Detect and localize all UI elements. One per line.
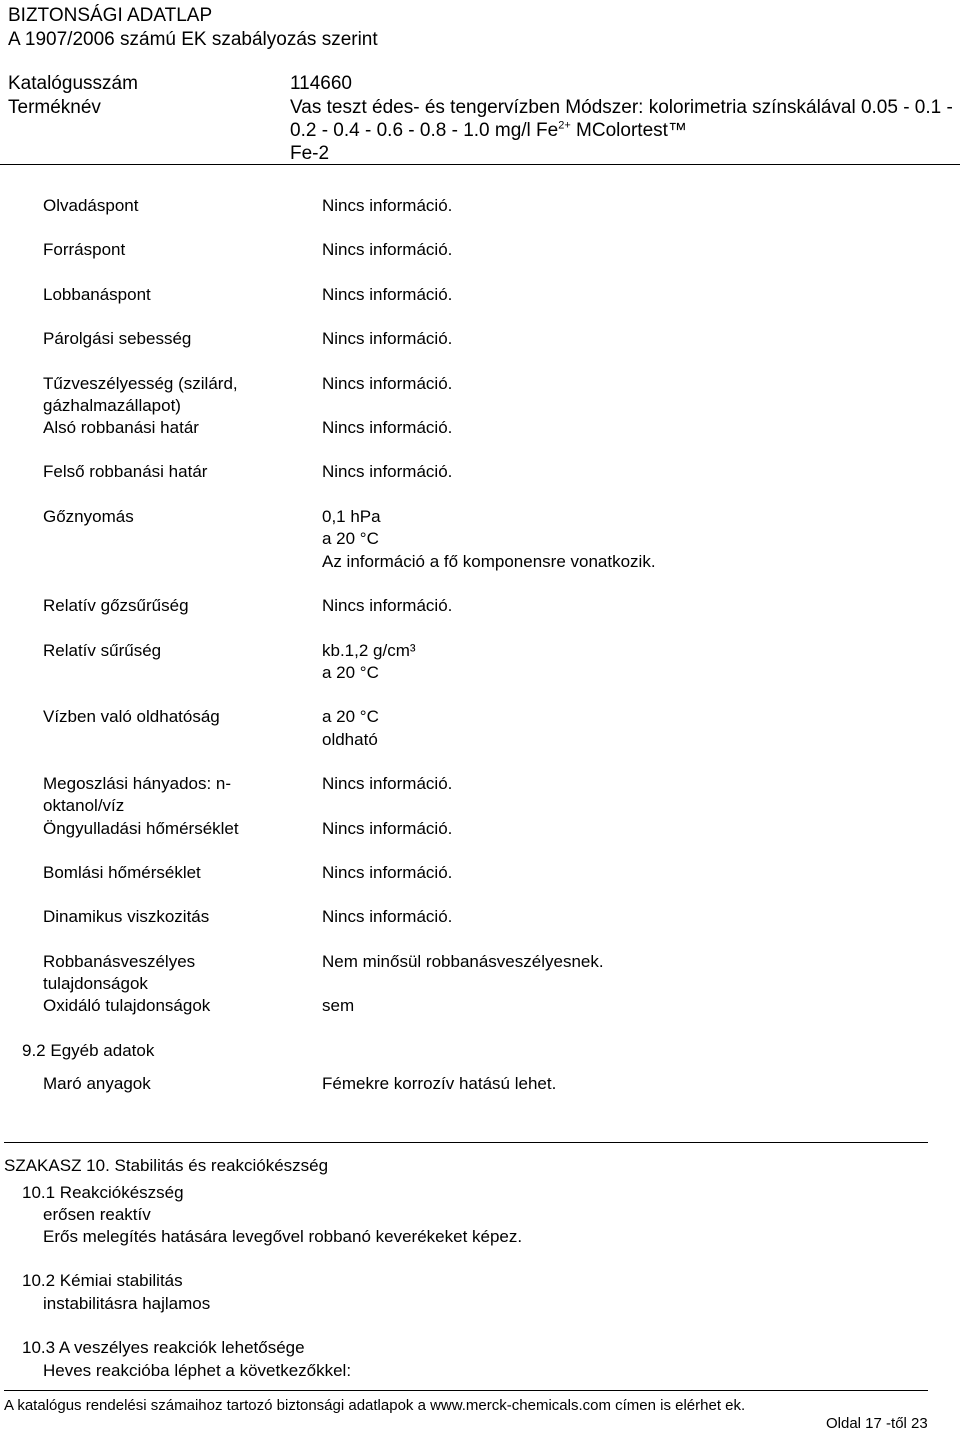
section-divider — [4, 1142, 928, 1143]
property-label: gázhalmazállapot) — [43, 396, 181, 415]
property-label: Relatív sűrűség — [43, 641, 162, 660]
hazardous-reactions-text: Heves reakcióba léphet a következőkkel: — [43, 1361, 352, 1380]
product-name-line2-text: 0.2 - 0.4 - 0.6 - 0.8 - 1.0 mg/l Fe — [290, 120, 559, 141]
property-value: Nincs információ. — [322, 329, 453, 348]
property-label: Olvadáspont — [43, 196, 139, 215]
corrosive-label: Maró anyagok — [43, 1074, 151, 1093]
footer-note: A katalógus rendelési számaihoz tartozó biztonsági adatlapok a www.merck-chemicals.com címen is elérhet ek. — [4, 1397, 746, 1414]
property-label: Oxidáló tulajdonságok — [43, 996, 211, 1015]
product-name-line2 — [290, 119, 687, 142]
property-value: Nincs információ. — [322, 819, 453, 838]
reactivity-text-2: Erős melegítés hatására levegővel robbanó keverékeket képez. — [43, 1227, 523, 1246]
property-value: kb.1,2 g/cm³ — [322, 641, 416, 660]
stability-text: instabilitásra hajlamos — [43, 1294, 211, 1313]
footer-divider — [4, 1390, 928, 1391]
property-value: Nincs információ. — [322, 774, 453, 793]
property-value: Nincs információ. — [322, 196, 453, 215]
product-name-line2-brand: MColortest™ — [570, 120, 687, 141]
property-label: Robbanásveszélyes — [43, 952, 196, 971]
page-number: Oldal 17 -től 23 — [826, 1415, 928, 1432]
property-value: a 20 °C — [322, 707, 379, 726]
property-value: Nincs információ. — [322, 596, 453, 615]
other-info-heading: 9.2 Egyéb adatok — [22, 1041, 155, 1060]
property-label: Felső robbanási határ — [43, 462, 208, 481]
property-label: Párolgási sebesség — [43, 329, 192, 348]
regulation-line: A 1907/2006 számú EK szabályozás szerint — [8, 29, 378, 50]
catalog-value: 114660 — [290, 73, 352, 94]
property-label: Öngyulladási hőmérséklet — [43, 819, 239, 838]
property-value: Nincs információ. — [322, 863, 453, 882]
property-value: 0,1 hPa — [322, 507, 381, 526]
reactivity-text-1: erősen reaktív — [43, 1205, 151, 1224]
corrosive-value: Fémekre korrozív hatású lehet. — [322, 1074, 557, 1093]
property-label: Dinamikus viszkozitás — [43, 907, 210, 926]
property-label: Megoszlási hányados: n- — [43, 774, 232, 793]
property-value: Nincs információ. — [322, 240, 453, 259]
property-label: Tűzveszélyesség (szilárd, — [43, 374, 238, 393]
reactivity-heading: 10.1 Reakciókészség — [22, 1183, 184, 1202]
property-value: Nincs információ. — [322, 462, 453, 481]
product-name-line3: Fe-2 — [290, 143, 330, 164]
document-title: BIZTONSÁGI ADATLAP — [8, 5, 213, 26]
product-label: Terméknév — [8, 97, 101, 118]
property-label: Bomlási hőmérséklet — [43, 863, 201, 882]
property-value: a 20 °C — [322, 529, 379, 548]
property-label: Lobbanáspont — [43, 285, 151, 304]
property-value: Nincs információ. — [322, 418, 453, 437]
property-value: sem — [322, 996, 355, 1015]
section-10-heading: SZAKASZ 10. Stabilitás és reakciókészség — [4, 1156, 329, 1175]
property-value: oldható — [322, 730, 378, 749]
property-value: Nincs információ. — [322, 285, 453, 304]
property-value: Nem minősül robbanásveszélyesnek. — [322, 952, 604, 971]
property-label: Alsó robbanási határ — [43, 418, 199, 437]
product-name-line1: Vas teszt édes- és tengervízben Módszer: kolorimetria színskálával 0.05 - 0.1 - — [290, 97, 953, 118]
property-value: Az információ a fő komponensre vonatkozik. — [322, 552, 656, 571]
hazardous-reactions-heading: 10.3 A veszélyes reakciók lehetősége — [22, 1338, 305, 1357]
property-value: Nincs információ. — [322, 907, 453, 926]
property-label: Relatív gőzsűrűség — [43, 596, 189, 615]
catalog-label: Katalógusszám — [8, 73, 138, 94]
property-value: a 20 °C — [322, 663, 379, 682]
property-label: Forráspont — [43, 240, 126, 259]
header-divider — [0, 164, 960, 165]
stability-heading: 10.2 Kémiai stabilitás — [22, 1271, 183, 1290]
property-label: oktanol/víz — [43, 796, 125, 815]
property-label: Gőznyomás — [43, 507, 134, 526]
product-name-superscript: 2+ — [558, 119, 571, 132]
property-label: Vízben való oldhatóság — [43, 707, 220, 726]
property-label: tulajdonságok — [43, 974, 148, 993]
property-value: Nincs információ. — [322, 374, 453, 393]
